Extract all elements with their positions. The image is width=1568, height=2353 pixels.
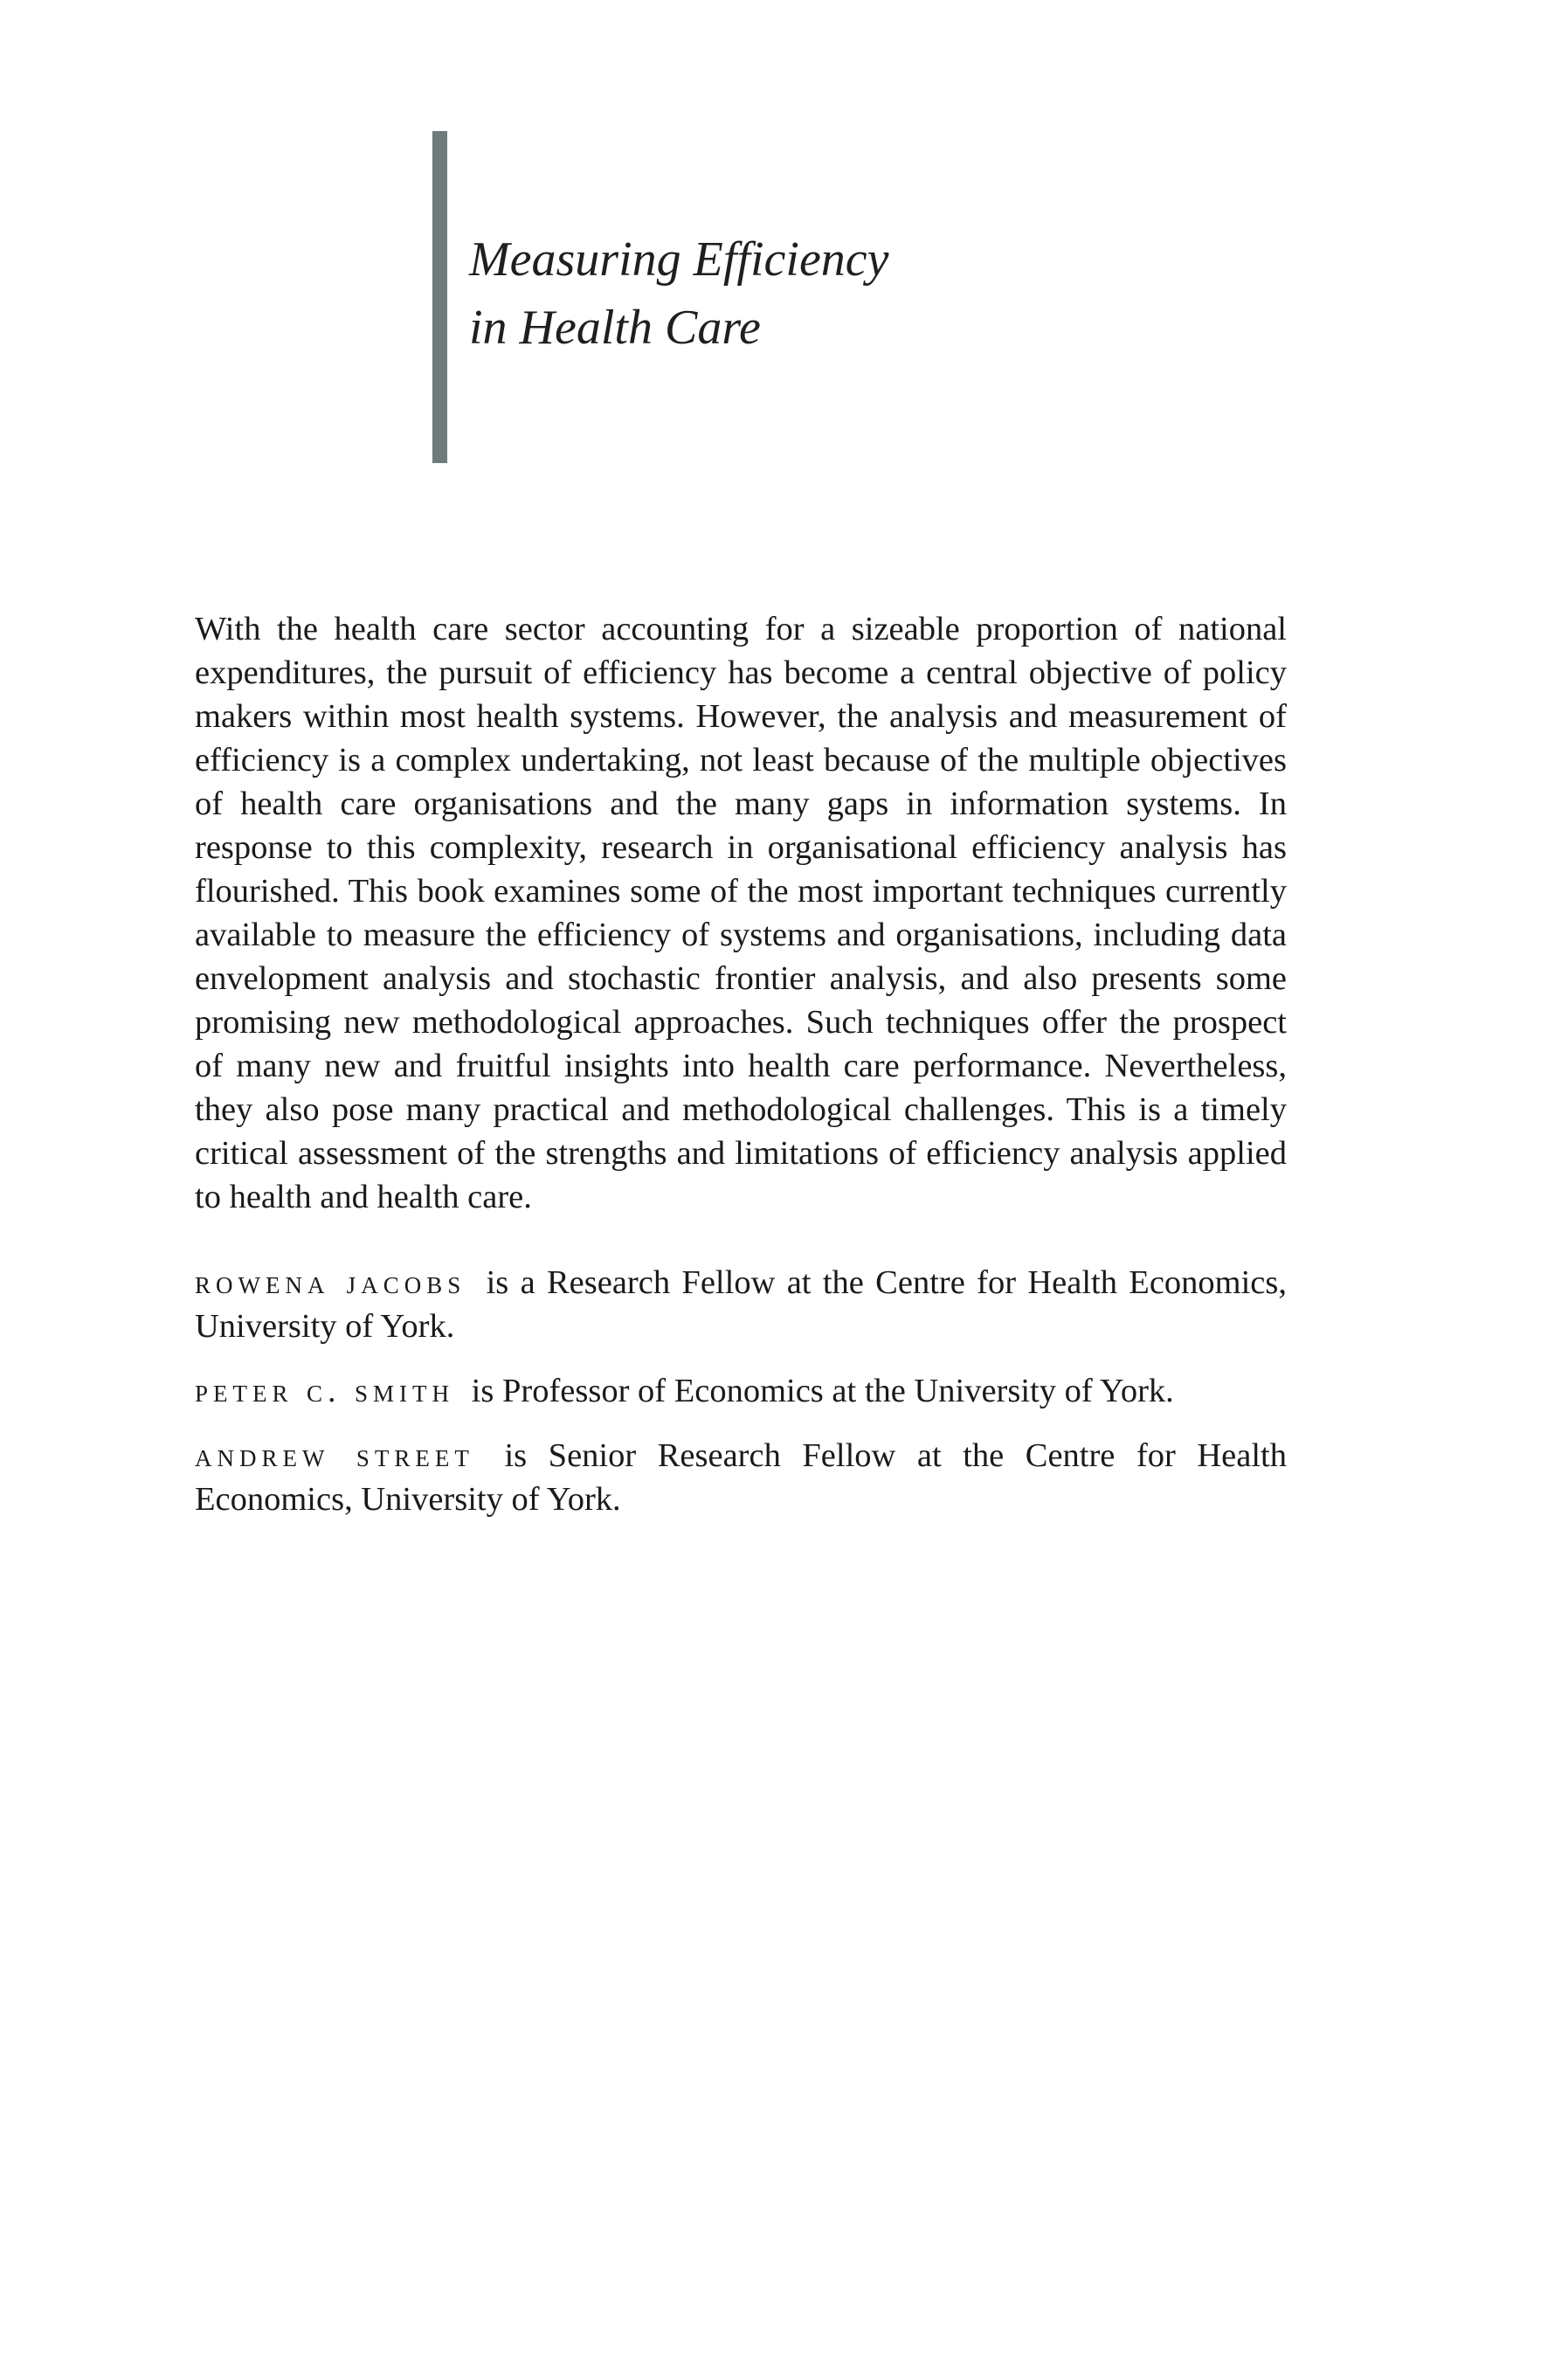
- author-entry: [195, 1261, 1287, 1348]
- book-description: With the health care sector accounting for a sizeable proportion of national expenditures, the pursuit of efficiency has become a central objective of policy makers within most health systems. However, the analysis and measurement of efficiency is a complex undertaking, not least because of the multiple objectives of health care organisations and the many gaps in information systems. In response to this complexity, research in organisational efficiency analysis has flourished. This book examines some of the most important techniques currently available to measure the efficiency of systems and organisations, including data envelopment analysis and stochastic frontier analysis, and also presents some promising new methodological approaches. Such techniques offer the prospect of many new and fruitful insights into health care performance. Nevertheless, they also pose many practical and methodological challenges. This is a timely critical assessment of the strengths and limitations of efficiency analysis applied to health and health care.: [195, 611, 1287, 1215]
- book-title-line-2: in Health Care: [469, 301, 761, 355]
- author-name: andrew street: [195, 1437, 474, 1474]
- author-bio: is a Research Fellow at the Centre for Health Economics, University of York.: [195, 1264, 1288, 1345]
- content-area: [195, 607, 1287, 1521]
- title-accent-bar: [432, 131, 447, 463]
- title-block: [432, 131, 1219, 463]
- author-bio: is Senior Research Fellow at the Centre for Health Economics, University of York.: [195, 1437, 1288, 1518]
- book-title: [469, 225, 889, 362]
- author-entry: [195, 1434, 1287, 1521]
- author-entry: [195, 1369, 1287, 1413]
- author-name: peter c. smith: [195, 1373, 455, 1409]
- book-title-line-1: Measuring Efficiency: [469, 232, 889, 287]
- author-bio: is Professor of Economics at the University of York.: [471, 1373, 1174, 1409]
- author-name: rowena jacobs: [195, 1264, 466, 1301]
